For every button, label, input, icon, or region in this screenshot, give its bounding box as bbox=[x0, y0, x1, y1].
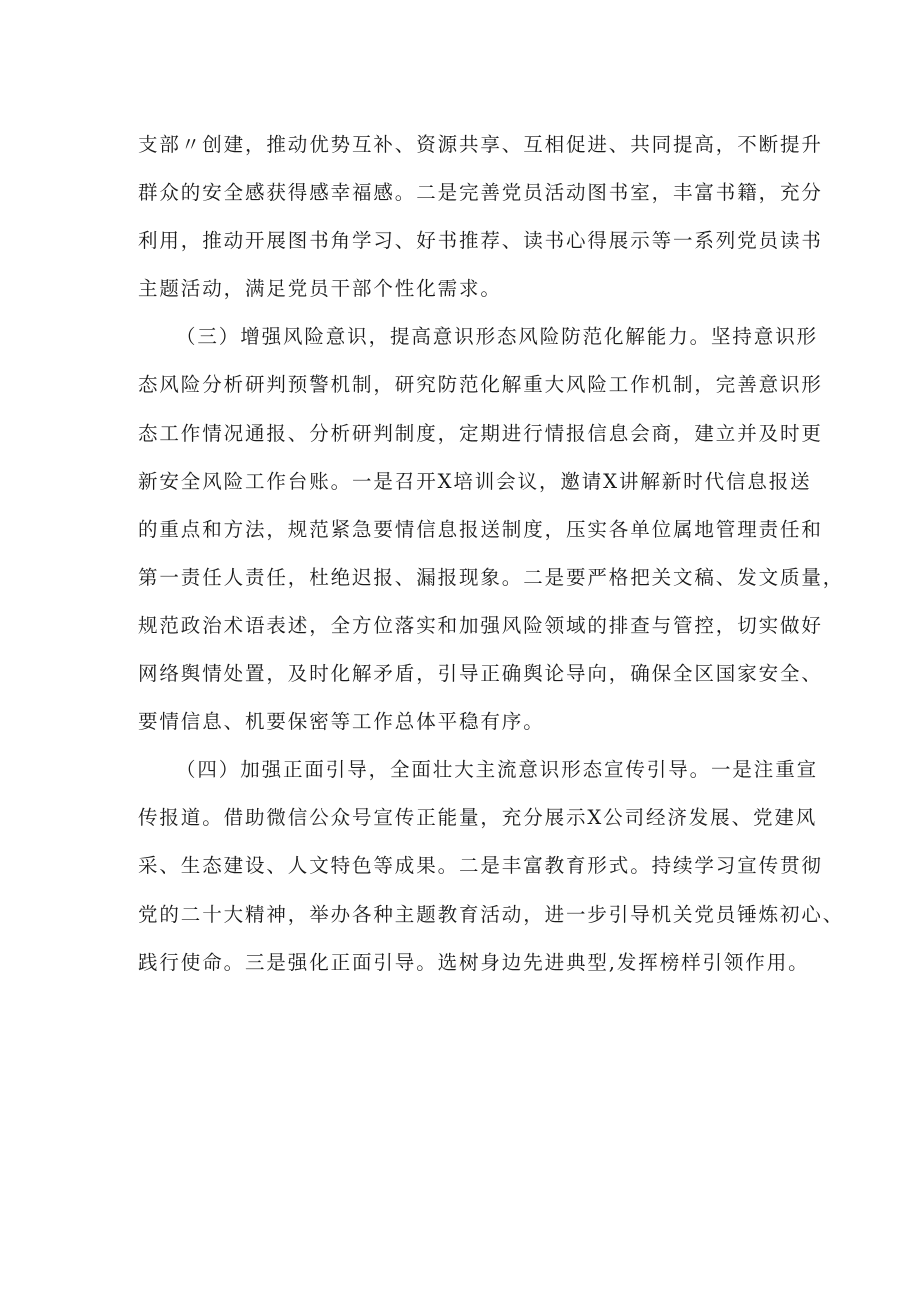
text-line: 采、生态建设、人文特色等成果。二是丰富教育形式。持续学习宣传贯彻 bbox=[138, 854, 823, 878]
paragraph-section-4 bbox=[138, 746, 845, 986]
text-line: 要情信息、机要保密等工作总体平稳有序。 bbox=[138, 710, 545, 734]
text-line: 新安全风险工作台账。一是召开X培训会议，邀请X讲解新时代信息报送 bbox=[138, 469, 812, 493]
paragraph-continuation bbox=[138, 121, 823, 313]
text-line: 主题活动，满足党员干部个性化需求。 bbox=[138, 277, 502, 301]
text-line: 规范政治术语表述，全方位落实和加强风险领域的排查与管控，切实做好 bbox=[138, 613, 823, 637]
text-line: 传报道。借助微信公众号宣传正能量，充分展示X公司经济发展、党建风 bbox=[138, 806, 818, 830]
text-line: 党的二十大精神，举办各种主题教育活动，进一步引导机关党员锤炼初心、 bbox=[138, 902, 845, 926]
text-line-first: （三）增强风险意识，提高意识形态风险防范化解能力。坚持意识形 bbox=[176, 325, 819, 349]
text-line: 支部〃创建，推动优势互补、资源共享、互相促进、共同提高，不断提升 bbox=[138, 133, 823, 156]
document-body bbox=[138, 121, 845, 987]
text-line: 群众的安全感获得感幸福感。二是完善党员活动图书室，丰富书籍，充分 bbox=[138, 181, 823, 205]
paragraph-section-3 bbox=[138, 313, 845, 746]
text-line: 利用，推动开展图书角学习、好书推荐、读书心得展示等一系列党员读书 bbox=[138, 229, 823, 253]
text-line: 网络舆情处置，及时化解矛盾，引导正确舆论导向，确保全区国家安全、 bbox=[138, 662, 823, 686]
text-line-first: （四）加强正面引导，全面壮大主流意识形态宣传引导。一是注重宣 bbox=[176, 758, 819, 782]
text-line: 第一责任人责任，杜绝迟报、漏报现象。二是要严格把关文稿、发文质量， bbox=[138, 565, 845, 589]
text-line: 态工作情况通报、分析研判制度，定期进行情报信息会商，建立并及时更 bbox=[138, 421, 823, 445]
text-line: 态风险分析研判预警机制，研究防范化解重大风险工作机制，完善意识形 bbox=[138, 373, 823, 397]
text-line: 践行使命。三是强化正面引导。选树身边先进典型,发挥榜样引领作用。 bbox=[138, 950, 810, 974]
text-line: 的重点和方法，规范紧急要情信息报送制度，压实各单位属地管理责任和 bbox=[138, 517, 823, 541]
